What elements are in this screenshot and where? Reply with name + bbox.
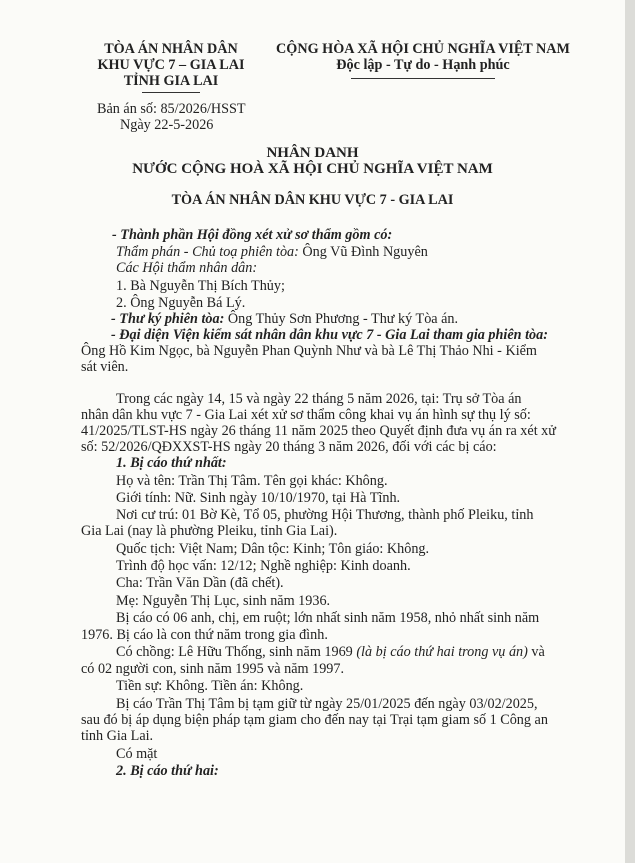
intro-line4: số: 52/2026/QĐXXST-HS ngày 20 tháng 3 năm 2026, đối với các bị cáo: <box>81 439 497 455</box>
header-left-underline <box>142 92 200 93</box>
defendant1-education: Trình độ học vấn: 12/12; Nghề nghiệp: Kinh doanh. <box>116 558 411 574</box>
intro-line2: nhân dân khu vực 7 - Gia Lai xét xử sơ thẩm công khai vụ án hình sự thụ lý số: <box>81 407 531 423</box>
court-name-line3: TỈNH GIA LAI <box>123 73 219 89</box>
defendant1-spouse-line2: có 02 người con, sinh năm 1995 và năm 1997. <box>81 661 345 677</box>
presiding-judge-name: Ông Vũ Đình Nguyên <box>298 244 428 260</box>
defendant1-record: Tiền sự: Không. Tiền án: Không. <box>116 678 304 694</box>
procuracy-line2: sát viên. <box>81 359 129 375</box>
court-clerk-label: - Thư ký phiên tòa: <box>111 311 225 327</box>
defendant1-gender: Giới tính: Nữ. Sinh ngày 10/10/1970, tại Hà Tĩnh. <box>116 490 401 506</box>
defendant1-residence-line2: Gia Lai (nay là phường Pleiku, tỉnh Gia Lai). <box>81 523 338 539</box>
defendant1-spouse-text: Có chồng: Lê Hữu Thống, sinh năm 1969 <box>116 644 357 660</box>
assessor-1: 1. Bà Nguyễn Thị Bích Thủy; <box>116 278 285 294</box>
page-edge-shadow <box>625 0 635 863</box>
defendant1-spouse-and: và <box>527 644 545 660</box>
presiding-judge-label: Thẩm phán - Chủ toạ phiên tòa: <box>116 244 299 260</box>
procuracy-line1: Ông Hồ Kim Ngọc, bà Nguyễn Phan Quỳnh Như và bà Lê Thị Thảo Nhi - Kiểm <box>81 343 537 359</box>
court-name-line2: KHU VỰC 7 – GIA LAI <box>97 57 245 73</box>
defendant1-nationality: Quốc tịch: Việt Nam; Dân tộc: Kinh; Tôn giáo: Không. <box>116 541 430 557</box>
defendant1-detention-line2: sau đó bị áp dụng biện pháp tạm giam cho đến nay tại Trại tạm giam số 1 Công an <box>81 712 548 728</box>
defendant1-name: Họ và tên: Trần Thị Tâm. Tên gọi khác: Không. <box>116 473 388 489</box>
assessor-2: 2. Ông Nguyễn Bá Lý. <box>116 295 246 311</box>
presiding-judge <box>116 244 428 260</box>
header-right-underline <box>351 78 495 79</box>
defendant1-detention-line3: tỉnh Gia Lai. <box>81 728 154 744</box>
defendant1-siblings-line2: 1976. Bị cáo là con thứ năm trong gia đình. <box>81 627 328 643</box>
judgment-date: Ngày 22-5-2026 <box>120 117 214 133</box>
defendant1-presence: Có mặt <box>116 746 158 762</box>
assessors-label: Các Hội thẩm nhân dân: <box>116 260 258 276</box>
title-nation: NƯỚC CỘNG HOÀ XÃ HỘI CHỦ NGHĨA VIỆT NAM <box>132 161 493 177</box>
court-clerk <box>111 311 458 327</box>
intro-line3: 41/2025/TLST-HS ngày 26 tháng 11 năm 2025 theo Quyết định đưa vụ án ra xét xử <box>81 423 556 439</box>
defendant1-residence-line1: Nơi cư trú: 01 Bờ Kè, Tổ 05, phường Hội Thương, thành phố Pleiku, tỉnh <box>116 507 534 523</box>
title-court: TÒA ÁN NHÂN DÂN KHU VỰC 7 - GIA LAI <box>171 192 454 208</box>
case-number: Bản án số: 85/2026/HSST <box>97 101 246 117</box>
defendant1-siblings-line1: Bị cáo có 06 anh, chị, em ruột; lớn nhất sinh năm 1958, nhỏ nhất sinh năm <box>116 610 540 626</box>
nation-name: CỘNG HÒA XÃ HỘI CHỦ NGHĨA VIỆT NAM <box>276 41 570 57</box>
defendant1-heading: 1. Bị cáo thứ nhất: <box>116 455 227 471</box>
defendant1-detention-line1: Bị cáo Trần Thị Tâm bị tạm giữ từ ngày 25/01/2025 đến ngày 03/02/2025, <box>116 696 538 712</box>
nation-motto: Độc lập - Tự do - Hạnh phúc <box>336 57 510 73</box>
procuracy-label: - Đại diện Viện kiểm sát nhân dân khu vực 7 - Gia Lai tham gia phiên tòa: <box>111 327 548 343</box>
panel-heading: - Thành phần Hội đồng xét xử sơ thẩm gồm có: <box>112 227 393 243</box>
defendant2-heading: 2. Bị cáo thứ hai: <box>116 763 219 779</box>
title-in-the-name: NHÂN DANH <box>266 145 359 161</box>
defendant1-father: Cha: Trần Văn Dần (đã chết). <box>116 575 284 591</box>
defendant1-spouse-note: (là bị cáo thứ hai trong vụ án) <box>356 644 528 660</box>
defendant1-spouse-line1 <box>116 644 545 660</box>
intro-line1: Trong các ngày 14, 15 và ngày 22 tháng 5 năm 2026, tại: Trụ sở Tòa án <box>116 391 522 407</box>
defendant1-mother: Mẹ: Nguyễn Thị Lục, sinh năm 1936. <box>116 593 331 609</box>
court-name-line1: TÒA ÁN NHÂN DÂN <box>104 41 238 57</box>
court-clerk-name: Ông Thủy Sơn Phương - Thư ký Tòa án. <box>224 311 459 327</box>
